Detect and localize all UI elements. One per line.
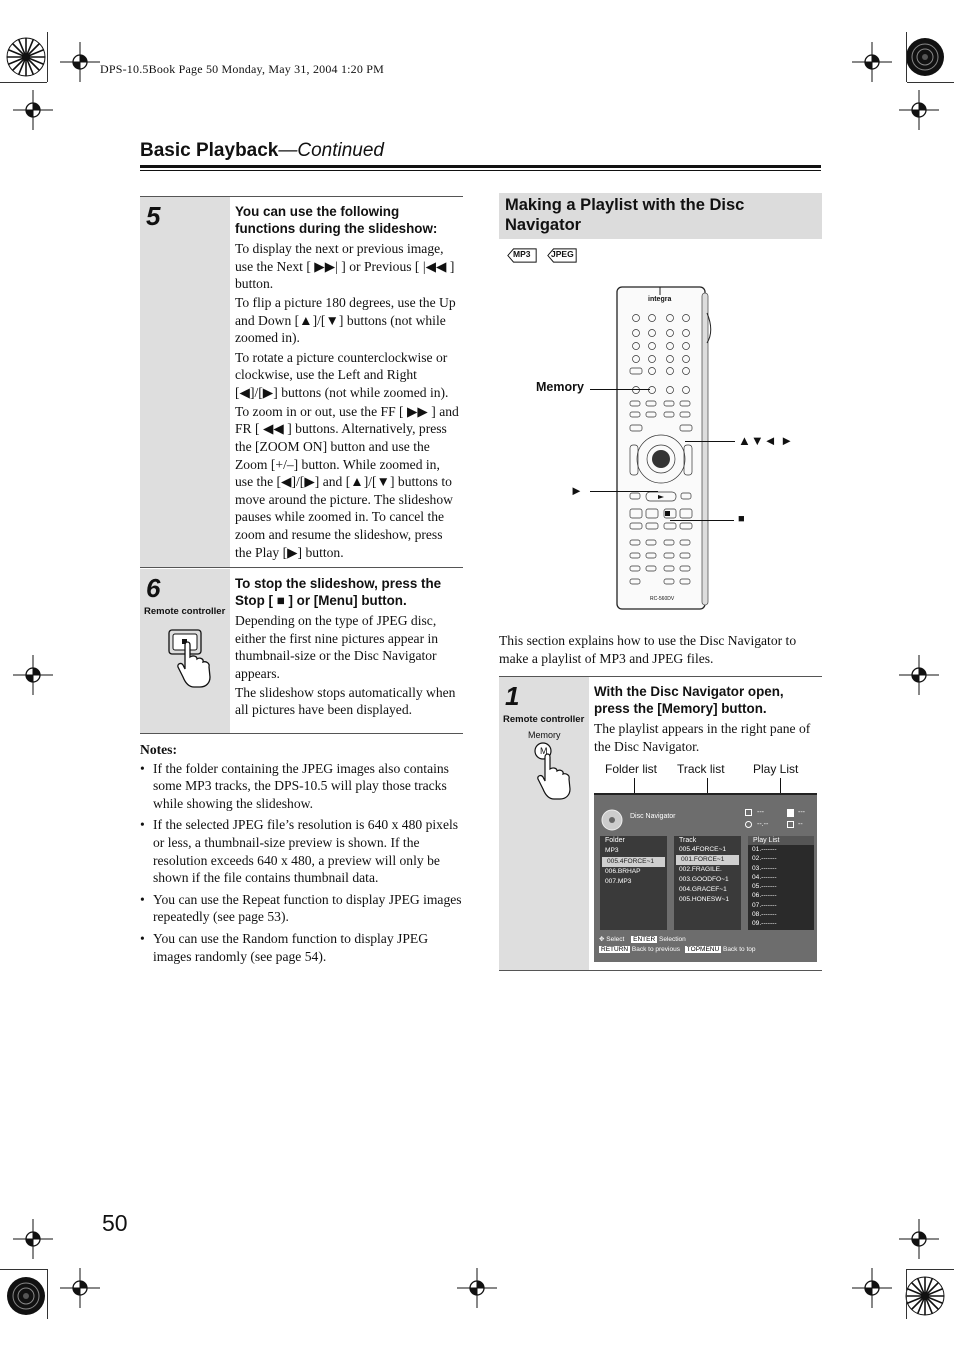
hand-pressing-memory-icon (529, 741, 584, 801)
step-number: 5 (146, 201, 161, 231)
registration-starburst-icon (6, 37, 46, 77)
track-pane (674, 836, 741, 930)
screen-footer-row-2 (599, 946, 756, 953)
folder-item[interactable]: MP3 (605, 847, 619, 854)
footer-select: Select (606, 936, 625, 943)
crosshair-mark-icon (850, 40, 894, 84)
remote-controller-label: Remote controller (144, 606, 226, 617)
return-key: RETURN (601, 946, 629, 953)
select-icon: ✥ (599, 936, 605, 943)
crosshair-mark-icon (58, 1266, 102, 1310)
track-item[interactable]: 005.HONESW~1 (679, 896, 730, 903)
track-list-callout: Track list (677, 762, 725, 776)
track-item[interactable]: 002.FRAGILE. (679, 866, 722, 873)
playlist-item[interactable]: 04.------- (752, 873, 777, 881)
print-header: DPS-10.5Book Page 50 Monday, May 31, 2004 1:20 PM (100, 62, 385, 76)
step-6 (140, 569, 463, 734)
remote-brand: integra (648, 296, 672, 303)
step-5-body (235, 203, 461, 563)
track-folder: 005.4FORCE~1 (679, 846, 727, 853)
footer-topmenu-label: Back to top (722, 946, 756, 953)
stop-callout-label: ■ (738, 513, 745, 525)
header-rule-thin (140, 170, 821, 171)
remote-controller-illustration (614, 285, 714, 612)
track-item[interactable]: 004.GRACEF~1 (679, 886, 727, 893)
playlist-item[interactable]: 05.------- (752, 883, 777, 891)
note-item: • If the folder containing the JPEG images also contains some MP3 tracks, the DPS-10.5 will play those tracks while showing the slideshow. (140, 760, 463, 813)
play-list-callout: Play List (753, 762, 799, 776)
status-text: --- (757, 809, 764, 816)
stop-callout-line (670, 520, 734, 521)
step-5-sidebar (140, 197, 230, 567)
folder-pane (600, 836, 667, 930)
step-number: 1 (505, 681, 520, 711)
step-number: 6 (146, 573, 161, 603)
playlist-section-title: Making a Playlist with the Disc Navigator (499, 193, 822, 239)
screen-title: Disc Navigator (630, 813, 676, 820)
registration-starburst-icon (905, 1276, 945, 1316)
step-paragraph: The playlist appears in the right pane of the Disc Navigator. (594, 721, 811, 754)
playlist-header: Play List (748, 836, 814, 845)
note-item: • You can use the Random function to display JPEG images randomly (see page 54). (140, 930, 463, 965)
track-header: Track (679, 837, 697, 844)
playlist-item[interactable]: 01.------- (752, 846, 777, 853)
crosshair-mark-icon (897, 1217, 941, 1261)
playlist-item[interactable]: 09.------- (752, 920, 777, 928)
memory-button-letter: M (540, 746, 548, 756)
remote-controller-label: Remote controller (503, 714, 585, 725)
track-item-selected[interactable]: 001.FORCE~1 (676, 855, 739, 865)
registration-disc-icon (905, 37, 945, 77)
crosshair-mark-icon (850, 1266, 894, 1310)
hand-pressing-stop-icon (166, 627, 224, 689)
memory-callout-label: Memory (536, 380, 584, 394)
disc-navigator-screen (594, 793, 817, 962)
step-paragraph: Depending on the type of JPEG disc, either the first nine pictures appear in thumbnail-size or the Disc Navigator appears. (235, 613, 439, 681)
playlist-item[interactable]: 06.------- (752, 892, 777, 900)
step-lead: You can use the following functions during the slideshow: (235, 204, 438, 236)
topmenu-key: TOPMENU (686, 946, 720, 953)
folder-list-callout: Folder list (605, 762, 658, 776)
section-intro: This section explains how to use the Disc Navigator to make a playlist of MP3 and JPEG files. (499, 633, 797, 666)
status-text: --- (798, 809, 805, 816)
notes-title: Notes: (140, 742, 177, 757)
status-text: --.-- (757, 821, 769, 828)
status-icon (745, 809, 752, 816)
step-paragraph: To display the next or previous image, use the Next [ ▶▶| ] or Previous [ |◀◀ ] button. (235, 241, 455, 292)
arrows-callout-line (685, 441, 735, 442)
crosshair-mark-icon (58, 40, 102, 84)
status-text: -- (798, 821, 803, 828)
playlist-pane (748, 836, 814, 930)
mp3-badge-label: MP3 (513, 249, 531, 259)
step-lead: With the Disc Navigator open, press the [Memory] button. (594, 684, 784, 716)
step-6-body (235, 575, 461, 721)
registration-disc-icon (6, 1276, 46, 1316)
disc-icon (601, 809, 623, 831)
folder-item[interactable]: 007.MP3 (605, 878, 632, 885)
playlist-item[interactable]: 03.------- (752, 864, 777, 872)
section-title: Basic Playback (140, 140, 279, 161)
enter-key: ENTER (633, 936, 656, 943)
footer-return-label: Back to previous (631, 946, 680, 953)
memory-callout-line (590, 389, 650, 390)
track-item[interactable]: 003.GOODFO~1 (679, 876, 729, 883)
play-callout-line (590, 491, 658, 492)
folder-item-selected[interactable]: 005.4FORCE~1 (602, 857, 665, 867)
footer-enter-label: Selection (659, 936, 686, 943)
playlist-item[interactable]: 08.------- (752, 911, 777, 919)
status-icon (787, 809, 794, 817)
jpeg-badge-label: JPEG (551, 249, 574, 259)
status-icon (787, 821, 794, 828)
memory-button-label: Memory (528, 730, 561, 740)
playlist-item[interactable]: 07.------- (752, 901, 777, 909)
step-5 (140, 196, 463, 568)
crosshair-mark-icon (11, 88, 55, 132)
step-1-sidebar (499, 677, 589, 970)
section-header (140, 140, 384, 162)
step-paragraph: The slideshow stops automatically when all pictures have been displayed. (235, 684, 456, 718)
page-number: 50 (102, 1210, 128, 1236)
header-rule (140, 165, 821, 168)
crosshair-mark-icon (897, 88, 941, 132)
step-6-sidebar (140, 569, 230, 733)
notes (140, 741, 463, 969)
remote-model: RC-560DV (650, 596, 675, 602)
step-lead: To stop the slideshow, press the Stop [ ■ ] or [Menu] button. (235, 576, 442, 608)
crosshair-mark-icon (11, 1217, 55, 1261)
crosshair-mark-icon (455, 1266, 499, 1310)
screen-footer-row-1 (599, 935, 686, 943)
note-item: • If the selected JPEG file’s resolution is 640 x 480 pixels or less, a thumbnail-size preview is shown. If the resolution exceeds 640 x 480, a preview will only be shown if the file contains thumbnail data. (140, 816, 463, 886)
notes-list (140, 760, 463, 966)
clock-icon (745, 821, 752, 828)
step-paragraph: To zoom in or out, use the FF [ ▶▶ ] and FR [ ◀◀ ] buttons. Alternatively, press the [ZOOM ON] button and use the Zoom [+/–] button. While zoomed in, use the [◀]/[▶] and [▲]/[▼] buttons to move around the picture. The slideshow pauses while zoomed in. To cancel the zoom and resume the slideshow, press the Play [▶] button. (235, 403, 459, 560)
playlist-item[interactable]: 02.------- (752, 855, 777, 863)
play-callout-label: ► (570, 483, 583, 498)
note-item: • You can use the Repeat function to display JPEG images repeatedly (see page 53). (140, 891, 463, 926)
step-paragraph: To flip a picture 180 degrees, use the Up and Down [▲]/[▼] buttons (not while zoomed in). (235, 295, 456, 346)
crosshair-mark-icon (897, 653, 941, 697)
crosshair-mark-icon (11, 653, 55, 697)
section-continued: —Continued (278, 140, 384, 161)
folder-header: Folder (605, 837, 625, 844)
step-1-body (594, 683, 820, 757)
folder-item[interactable]: 006.BRHAP (605, 868, 641, 875)
arrows-callout-label: ▲▼◄ ► (738, 433, 794, 448)
step-paragraph: To rotate a picture counterclockwise or clockwise, use the Left and Right [◀]/[▶] buttons (not while zoomed in). (235, 349, 449, 400)
